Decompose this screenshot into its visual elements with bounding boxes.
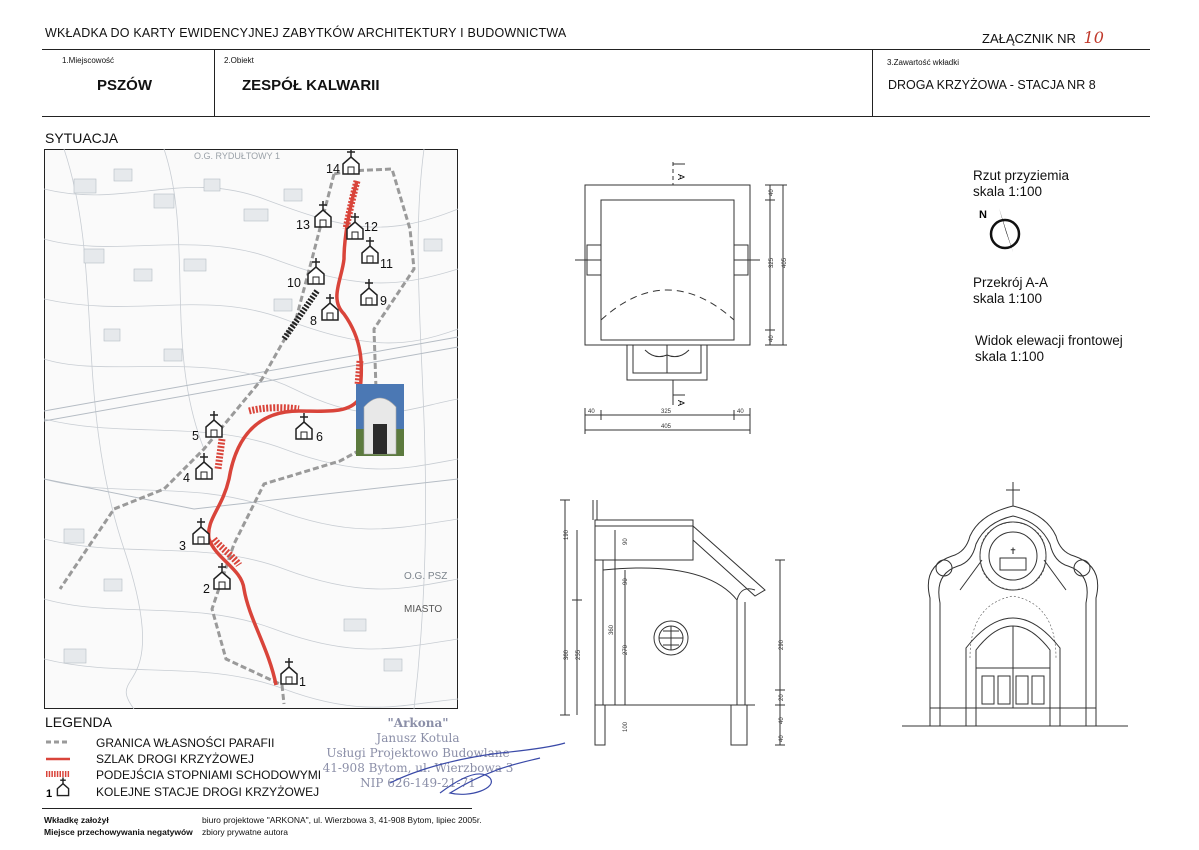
legend-title: LEGENDA <box>45 714 112 730</box>
legend-boundary: GRANICA WŁASNOŚCI PARAFII <box>96 736 275 750</box>
section-dim-190: 190 <box>564 529 570 540</box>
header-bottom-rule <box>42 116 1150 117</box>
map-title: SYTUACJA <box>45 130 119 146</box>
plan-dim-right-total: 405 <box>782 257 788 268</box>
section-dim-255: 255 <box>576 649 582 660</box>
footer-storage-label: Miejsce przechowywania negatywów <box>44 827 193 837</box>
station-4-label: 4 <box>183 471 190 485</box>
section-dim-270: 270 <box>623 644 629 655</box>
annex-label <box>982 28 1104 47</box>
station-5-label: 5 <box>192 429 199 443</box>
map-label-rydultowy: O.G. RYDUŁTOWY 1 <box>194 151 281 161</box>
section-dim-40-a: 40 <box>779 717 785 724</box>
section-a-a <box>555 490 805 750</box>
section-dim-360-left: 360 <box>564 649 570 660</box>
legend-route: SZLAK DROGI KRZYŻOWEJ <box>96 752 255 766</box>
ground-floor-plan <box>565 150 805 440</box>
north-arrow <box>975 200 1035 260</box>
plan-outer-wall <box>585 185 750 345</box>
content-label: 3.Zawartość wkładki <box>887 58 960 67</box>
elevation-cross-icon: ✝ <box>1009 546 1017 556</box>
locality-value: PSZÓW <box>97 77 152 94</box>
field-divider-1 <box>214 50 215 116</box>
stamp-line2: 41-908 Bytom, ul. Wierzbowa 3 <box>322 761 514 775</box>
object-label: 2.Obiekt <box>224 56 254 65</box>
station-13-label: 13 <box>296 218 310 232</box>
station-6-label: 6 <box>316 430 323 444</box>
section-scale: skala 1:100 <box>973 291 1043 306</box>
stamp-line1: Usługi Projektowo Budowlane <box>326 746 510 760</box>
situation-map <box>44 149 458 709</box>
section-dim-290: 290 <box>779 639 785 650</box>
footer-storage-value: zbiory prywatne autora <box>202 827 288 837</box>
section-dim-20: 20 <box>779 694 785 701</box>
plan-dim-bottom-mid: 325 <box>661 409 672 415</box>
plan-dim-bottom-left: 40 <box>588 409 595 415</box>
legend-station-icon <box>57 777 68 795</box>
station-11-label: 11 <box>380 257 393 271</box>
plan-dim-right-inner: 325 <box>769 257 775 268</box>
footer-rule <box>42 808 472 809</box>
stamp-person: Janusz Kotula <box>376 731 460 745</box>
station-8-label: 8 <box>310 314 317 328</box>
plan-inner-wall <box>601 200 734 340</box>
section-dim-90-mid: 90 <box>623 578 629 585</box>
footer-author-label: Wkładkę założył <box>44 815 109 825</box>
legend-symbols <box>44 732 84 802</box>
map-label-og-psz: O.G. PSZ <box>404 571 448 582</box>
annex-number: 10 <box>1083 28 1104 47</box>
stamp-line3: NIP 626-149-21-71 <box>360 776 476 790</box>
legend-stations: KOLEJNE STACJE DROGI KRZYŻOWEJ <box>96 785 320 799</box>
station-3-label: 3 <box>179 539 186 553</box>
plan-dim-bottom-right: 40 <box>737 409 744 415</box>
annex-label-text: ZAŁĄCZNIK NR <box>982 31 1076 46</box>
plan-dim-bottom-total: 405 <box>661 424 672 430</box>
signature <box>380 738 570 808</box>
section-dim-90-top: 90 <box>623 538 629 545</box>
footer-author-value: biuro projektowe "ARKONA", ul. Wierzbowa 3, 41-908 Bytom, lipiec 2005r. <box>202 815 482 825</box>
plan-dim-right-top: 40 <box>769 189 775 196</box>
elevation-scale: skala 1:100 <box>975 349 1045 364</box>
content-value: DROGA KRZYŻOWA - STACJA NR 8 <box>888 78 1096 92</box>
station-2-label: 2 <box>203 582 210 596</box>
plan-title: Rzut przyziemia <box>973 168 1070 183</box>
chapel-photo <box>356 384 404 456</box>
stamp-name: "Arkona" <box>387 716 449 730</box>
section-dim-40-b: 40 <box>779 735 785 742</box>
north-circle <box>991 220 1019 248</box>
station-1-label: 1 <box>299 675 306 689</box>
document-title: WKŁADKA DO KARTY EWIDENCYJNEJ ZABYTKÓW ARCHITEKTURY I BUDOWNICTWA <box>45 26 567 40</box>
header-top-rule <box>42 49 1150 50</box>
station-12-label: 12 <box>364 220 378 234</box>
locality-label: 1.Miejscowość <box>62 56 115 65</box>
map-label-miasto: MIASTO <box>404 604 443 615</box>
plan-section-marker-top: A <box>676 174 686 181</box>
field-divider-2 <box>872 50 873 116</box>
plan-scale: skala 1:100 <box>973 184 1043 199</box>
legend-station-number: 1 <box>46 788 53 800</box>
legend-stairs: PODEJŚCIA STOPNIAMI SCHODOWYMI <box>96 768 322 782</box>
section-dim-360: 360 <box>609 624 615 635</box>
section-title: Przekrój A-A <box>973 275 1049 290</box>
front-elevation <box>900 478 1130 730</box>
object-value: ZESPÓŁ KALWARII <box>242 77 380 94</box>
plan-dim-right-bottom: 40 <box>769 335 775 342</box>
station-9-label: 9 <box>380 294 387 308</box>
elevation-title: Widok elewacji frontowej <box>975 333 1123 348</box>
station-14-label: 14 <box>326 162 340 176</box>
station-10-label: 10 <box>287 276 301 290</box>
north-label: N <box>979 209 987 221</box>
section-dim-100: 100 <box>623 721 629 732</box>
plan-section-marker-bottom: A <box>676 400 686 407</box>
